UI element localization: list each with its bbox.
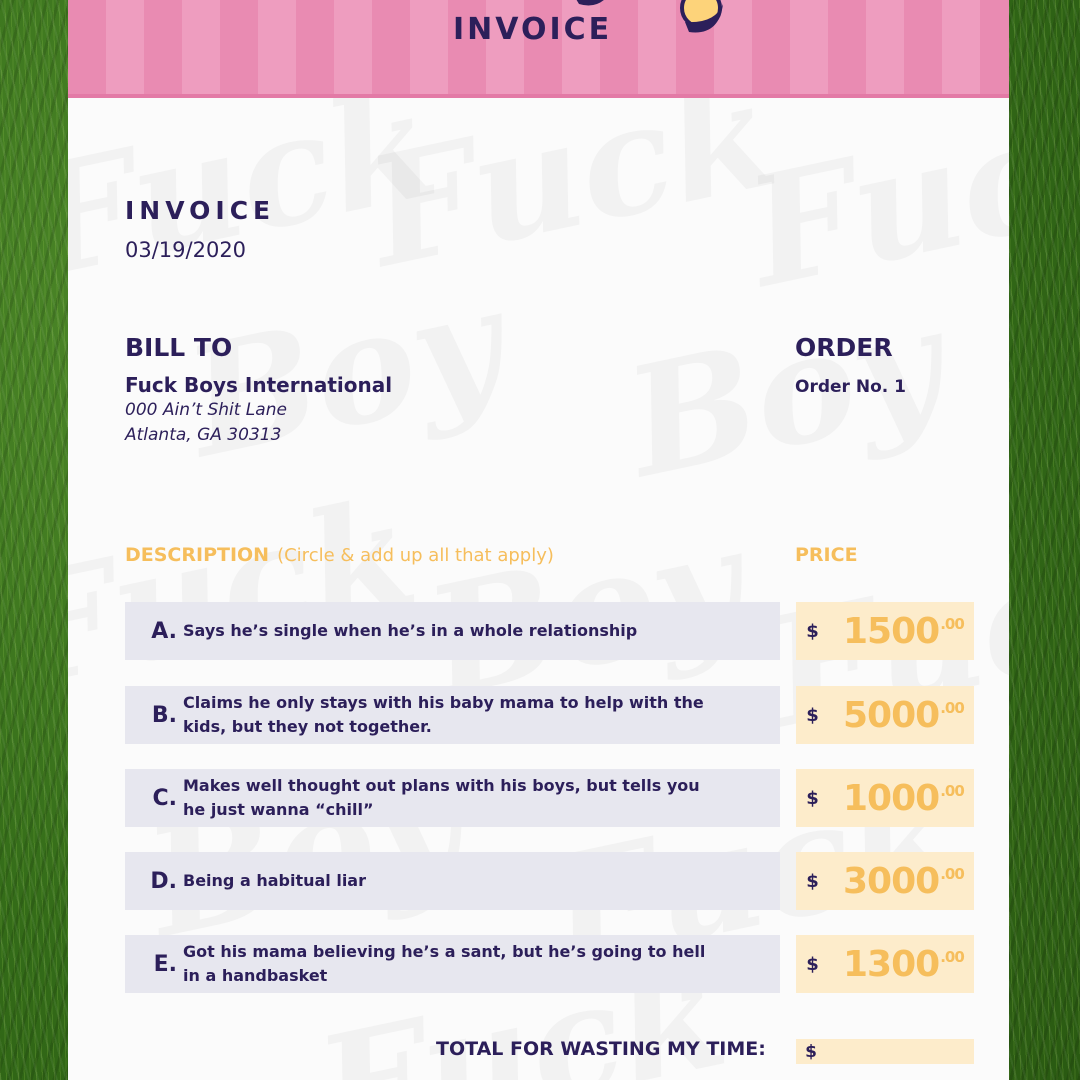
line-item-d [125, 852, 780, 910]
price-amount [843, 944, 964, 985]
line-item-b-price [796, 686, 974, 744]
description-heading: DESCRIPTION [125, 544, 270, 566]
order-heading: ORDER [795, 333, 893, 362]
line-item-c-price [796, 769, 974, 827]
invoice-header-banner [68, 0, 1009, 98]
bill-to-heading: BILL TO [125, 333, 233, 362]
price-value: 1000 [843, 777, 940, 819]
currency-symbol: $ [806, 620, 819, 642]
price-cents: .00 [940, 614, 964, 633]
line-item-a-price [796, 602, 974, 660]
line-item-description: Got his mama believing he’s a sant, but he’s going to hell in a handbasket [183, 942, 706, 985]
total-label: TOTAL FOR WASTING MY TIME: [436, 1038, 766, 1060]
total-currency-symbol: $ [805, 1041, 817, 1062]
description-note: (Circle & add up all that apply) [277, 545, 554, 566]
document-title: INVOICE [125, 196, 276, 225]
price-cents: .00 [940, 781, 964, 800]
description-column-header [125, 544, 554, 566]
line-item-letter: D. [150, 868, 177, 894]
line-item-e [125, 935, 780, 993]
currency-symbol: $ [806, 953, 819, 975]
price-amount [843, 778, 964, 819]
document-date: 03/19/2020 [125, 238, 247, 262]
bill-to-address-line2: Atlanta, GA 30313 [125, 425, 282, 445]
currency-symbol: $ [806, 704, 819, 726]
order-number: Order No. 1 [795, 377, 906, 397]
line-item-a [125, 602, 780, 660]
line-item-c [125, 769, 780, 827]
price-cents: .00 [940, 864, 964, 883]
price-amount [843, 861, 964, 902]
price-value: 3000 [843, 860, 940, 902]
total-amount-field[interactable] [796, 1039, 974, 1064]
line-item-letter: C. [152, 785, 177, 811]
price-value: 1300 [843, 943, 940, 985]
line-item-letter: A. [151, 618, 177, 644]
price-value: 5000 [843, 694, 940, 736]
line-item-d-price [796, 852, 974, 910]
line-item-description: Makes well thought out plans with his boys, but tells you he just wanna “chill” [183, 776, 700, 819]
price-value: 1500 [843, 610, 940, 652]
price-cents: .00 [940, 698, 964, 717]
line-item-letter: B. [151, 702, 177, 728]
line-item-b [125, 686, 780, 744]
line-item-description: Says he’s single when he’s in a whole relationship [183, 621, 638, 640]
invoice-paper [68, 0, 1009, 1080]
price-cents: .00 [940, 947, 964, 966]
header-logo [453, 0, 723, 50]
line-item-description: Being a habitual liar [183, 871, 366, 890]
price-amount [843, 695, 964, 736]
line-item-letter: E. [153, 951, 177, 977]
header-logo-text: INVOICE [453, 12, 613, 47]
price-amount [843, 611, 964, 652]
bill-to-address-line1: 000 Ain’t Shit Lane [125, 400, 287, 420]
currency-symbol: $ [806, 870, 819, 892]
line-item-description: Claims he only stays with his baby mama to help with the kids, but they not together. [183, 693, 704, 736]
price-column-header: PRICE [795, 544, 858, 566]
currency-symbol: $ [806, 787, 819, 809]
line-item-e-price [796, 935, 974, 993]
bill-to-name: Fuck Boys International [125, 373, 393, 397]
